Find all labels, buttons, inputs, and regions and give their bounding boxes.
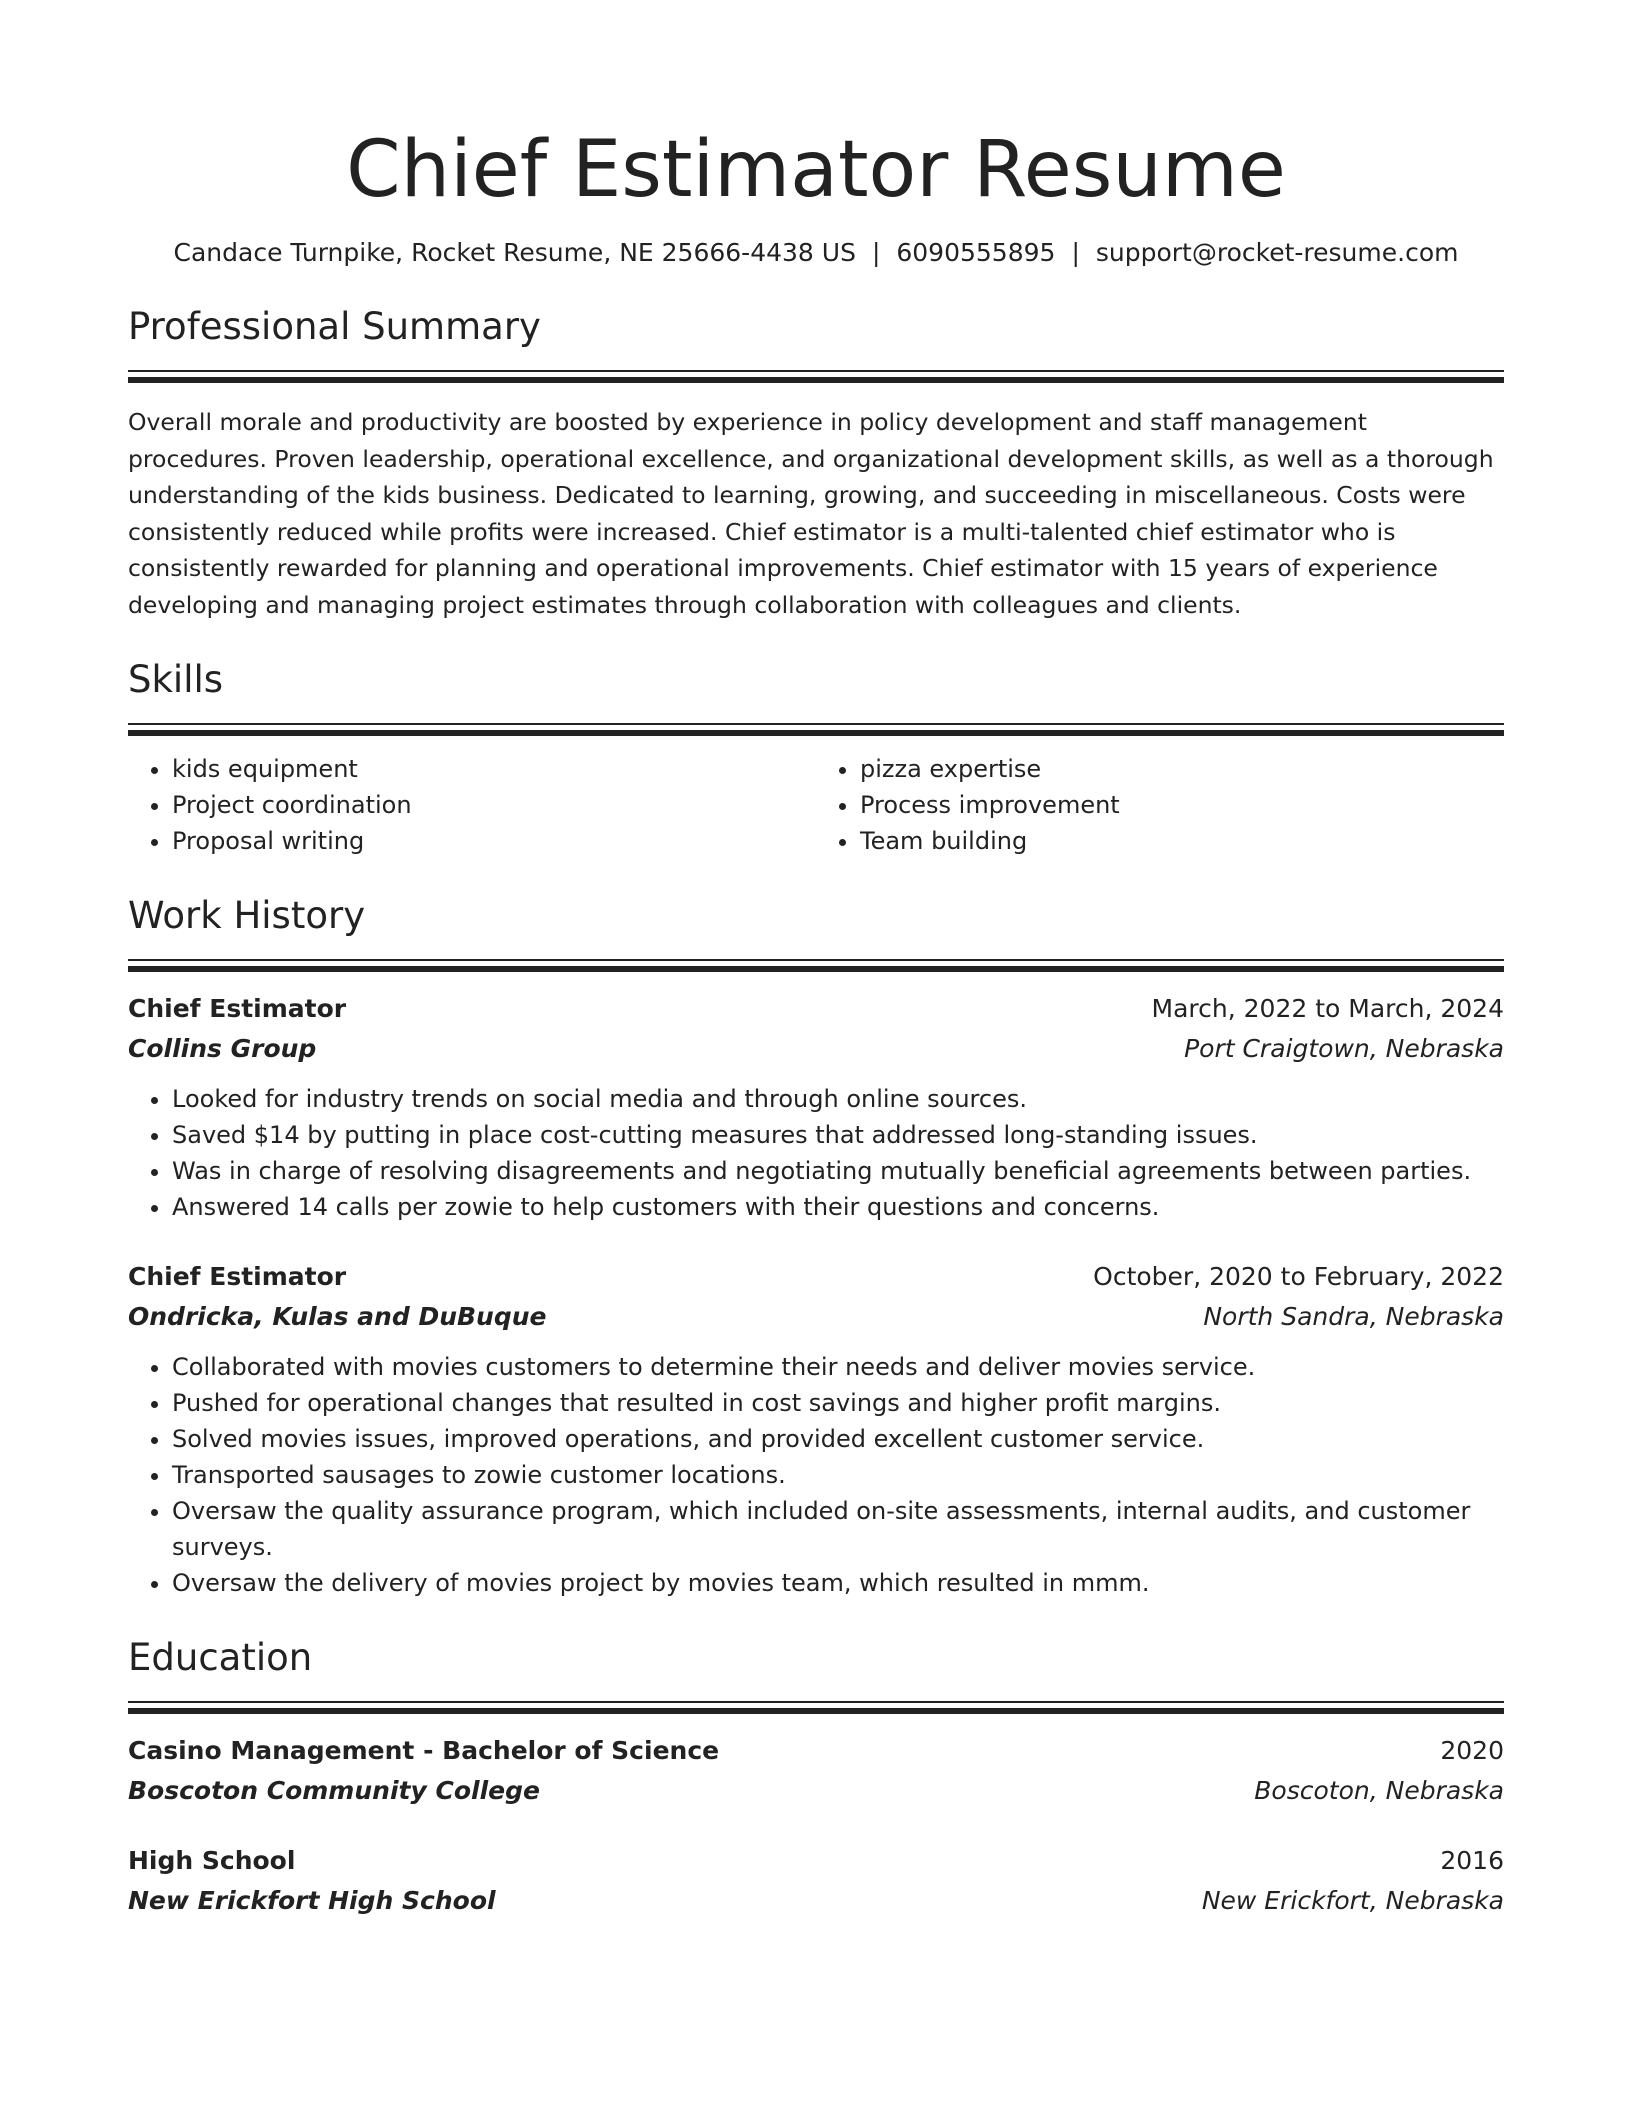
education-heading: Education: [128, 1636, 313, 1679]
skills-right-list: [816, 751, 1504, 859]
job-role: Chief Estimator: [128, 994, 347, 1023]
job-bullet: • Collaborated with movies customers to determine their needs and deliver movies service.: [172, 1349, 1504, 1385]
contact-email: support@rocket-resume.com: [1095, 238, 1459, 267]
education-school: New Erickfort High School: [128, 1886, 496, 1915]
skill-item: • Team building: [860, 823, 1504, 859]
section-divider: [128, 370, 1504, 380]
job-company-row: [128, 1297, 1504, 1337]
job-bullets: [128, 1081, 1504, 1225]
work-section: [128, 893, 1504, 1601]
summary-text: Overall morale and productivity are boosted by experience in policy development and staff management procedures. Proven leadership, operational excellence, and organizational development skills, as well as a thorough understanding of the kids business. Dedicated to learning, growing, and succeeding in miscellaneous. Costs were consistently reduced while profits were increased. Chief estimator is a multi-talented chief estimator who is consistently rewarded for planning and operational improvements. Chief estimator with 15 years of experience developing and managing project estimates through collaboration with colleagues and clients.: [128, 408, 1494, 619]
section-divider: [128, 723, 1504, 733]
job-company: Ondricka, Kulas and DuBuque: [128, 1302, 547, 1331]
skills-heading: Skills: [128, 658, 224, 701]
education-header-row: [128, 1841, 1504, 1881]
job-bullet: • Looked for industry trends on social media and through online sources.: [172, 1081, 1504, 1117]
job-company-row: [128, 1029, 1504, 1069]
contact-line: [128, 236, 1504, 270]
education-school: Boscoton Community College: [128, 1776, 540, 1805]
skills-left-list: [128, 751, 816, 859]
job-entry: [128, 1257, 1504, 1601]
section-divider: [128, 1701, 1504, 1711]
section-divider: [128, 959, 1504, 969]
job-bullet: • Oversaw the quality assurance program, which included on-site assessments, internal audits, and customer surveys.: [172, 1493, 1504, 1565]
job-dates: March, 2022 to March, 2024: [1151, 994, 1504, 1023]
skill-item: • Project coordination: [172, 787, 816, 823]
education-location: New Erickfort, Nebraska: [1201, 1886, 1504, 1915]
education-degree: Casino Management - Bachelor of Science: [128, 1736, 720, 1765]
job-header-row: [128, 989, 1504, 1029]
contact-separator: |: [1071, 238, 1080, 267]
job-location: North Sandra, Nebraska: [1203, 1302, 1504, 1331]
skills-columns: [128, 751, 1504, 859]
job-entry: [128, 989, 1504, 1225]
contact-address: Candace Turnpike, Rocket Resume, NE 25666-4438 US: [173, 238, 856, 267]
contact-phone: 6090555895: [896, 238, 1056, 267]
education-header-row: [128, 1731, 1504, 1771]
education-year: 2020: [1440, 1736, 1504, 1765]
summary-section: [128, 304, 1504, 623]
skill-item: • Proposal writing: [172, 823, 816, 859]
job-header-row: [128, 1257, 1504, 1297]
education-entry: [128, 1731, 1504, 1811]
skills-section: [128, 657, 1504, 859]
education-school-row: [128, 1881, 1504, 1921]
job-company: Collins Group: [128, 1034, 317, 1063]
job-bullet: • Answered 14 calls per zowie to help customers with their questions and concerns.: [172, 1189, 1504, 1225]
job-location: Port Craigtown, Nebraska: [1184, 1034, 1504, 1063]
education-degree: High School: [128, 1846, 296, 1875]
job-bullet: • Was in charge of resolving disagreements and negotiating mutually beneficial agreements between parties.: [172, 1153, 1504, 1189]
job-bullet: • Pushed for operational changes that resulted in cost savings and higher profit margins.: [172, 1385, 1504, 1421]
education-location: Boscoton, Nebraska: [1254, 1776, 1504, 1805]
skill-item: • kids equipment: [172, 751, 816, 787]
skill-item: • Process improvement: [860, 787, 1504, 823]
summary-heading: Professional Summary: [128, 305, 541, 348]
job-dates: October, 2020 to February, 2022: [1093, 1262, 1504, 1291]
work-heading: Work History: [128, 894, 366, 937]
job-bullet: • Saved $14 by putting in place cost-cutting measures that addressed long-standing issues.: [172, 1117, 1504, 1153]
education-entry: [128, 1841, 1504, 1921]
education-year: 2016: [1440, 1846, 1504, 1875]
skill-item: • pizza expertise: [860, 751, 1504, 787]
education-school-row: [128, 1771, 1504, 1811]
education-section: [128, 1635, 1504, 1921]
job-bullet: • Solved movies issues, improved operations, and provided excellent customer service.: [172, 1421, 1504, 1457]
job-bullets: [128, 1349, 1504, 1601]
job-bullet: • Oversaw the delivery of movies project by movies team, which resulted in mmm.: [172, 1565, 1504, 1601]
job-bullet: • Transported sausages to zowie customer locations.: [172, 1457, 1504, 1493]
resume-title: Chief Estimator Resume: [346, 125, 1286, 215]
job-role: Chief Estimator: [128, 1262, 347, 1291]
contact-separator: |: [871, 238, 881, 267]
